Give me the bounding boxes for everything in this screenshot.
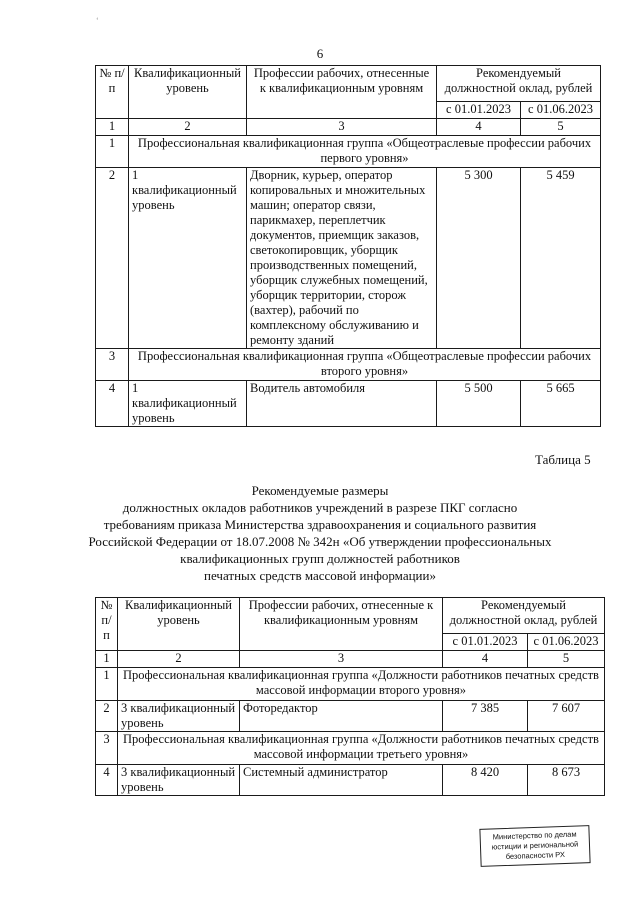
- row-salary-2: 8 673: [528, 765, 605, 796]
- caption-line: печатных средств массовой информации»: [204, 568, 436, 583]
- header-level: Квалификационный уровень: [118, 598, 240, 651]
- row-professions: Дворник, курьер, оператор копировальных и множительных машин; оператор связи, парикмахер, переплетчик документов, приемщик заказов, светокопировщик, уборщик производственных помещений, уборщик служебных помещений, уборщик территории, сторож (вахтер), рабочий по комплексному обслуживанию и ремонту зданий: [247, 168, 437, 349]
- row-salary-2: 7 607: [528, 701, 605, 732]
- caption-line: требованиям приказа Министерства здравоохранения и социального развития: [103, 517, 537, 532]
- row-salary-1: 5 500: [437, 381, 521, 427]
- salary-table-1: [95, 65, 601, 427]
- col-number: 3: [240, 651, 443, 668]
- table-caption: [60, 482, 580, 584]
- page-number: 6: [316, 46, 324, 61]
- group-title: Профессиональная квалификационная группа «Должности работников печатных средств массовой информации второго уровня»: [118, 668, 605, 701]
- group-title: Профессиональная квалификационная группа «Общеотраслевые профессии рабочих второго уровня»: [129, 349, 601, 381]
- row-salary-1: 7 385: [443, 701, 528, 732]
- row-salary-1: 8 420: [443, 765, 528, 796]
- table-row: [96, 349, 601, 381]
- row-num: 3: [96, 349, 129, 381]
- row-num: 2: [96, 701, 118, 732]
- col-number: 4: [437, 119, 521, 136]
- stamp-line: безопасности РХ: [505, 849, 566, 862]
- row-level: 3 квалификационный уровень: [118, 701, 240, 732]
- group-title: Профессиональная квалификационная группа «Общеотраслевые профессии рабочих первого уровня»: [129, 136, 601, 168]
- table-row: [96, 765, 605, 796]
- col-number: 1: [96, 651, 118, 668]
- row-professions: Фоторедактор: [240, 701, 443, 732]
- caption-line: Российской Федерации от 18.07.2008 № 342н «Об утверждении профессиональных: [88, 534, 552, 549]
- row-num: 1: [96, 668, 118, 701]
- caption-line: квалификационных групп должностей работников: [180, 551, 460, 566]
- top-mark: ‘: [96, 16, 99, 25]
- stamp-line: юстиции и региональной: [491, 839, 579, 852]
- caption-line: должностных окладов работников учреждений в разрезе ПКГ согласно: [122, 500, 518, 515]
- header-date-2: с 01.06.2023: [528, 634, 605, 651]
- stamp-line: Министерство по делам: [492, 829, 577, 842]
- col-number: 2: [129, 119, 247, 136]
- table-row: [96, 668, 605, 701]
- header-num: № п/п: [96, 598, 118, 651]
- row-professions: Системный администратор: [240, 765, 443, 796]
- group-title: Профессиональная квалификационная группа «Должности работников печатных средств массовой информации третьего уровня»: [118, 732, 605, 765]
- row-num: 4: [96, 381, 129, 427]
- ministry-stamp: [479, 825, 590, 867]
- col-number: 2: [118, 651, 240, 668]
- col-number: 5: [528, 651, 605, 668]
- row-num: 4: [96, 765, 118, 796]
- row-num: 3: [96, 732, 118, 765]
- header-level: Квалификационный уровень: [129, 66, 247, 119]
- row-level: 1 квалификационный уровень: [129, 168, 247, 349]
- header-date-1: с 01.01.2023: [443, 634, 528, 651]
- caption-line: Рекомендуемые размеры: [251, 483, 389, 498]
- salary-table-2: [95, 597, 605, 796]
- header-salary: Рекомендуемый должностной оклад, рублей: [443, 598, 605, 634]
- col-number: 5: [521, 119, 601, 136]
- table-row: [96, 168, 601, 349]
- header-professions: Профессии рабочих, отнесенные к квалификационным уровням: [240, 598, 443, 651]
- header-num: № п/п: [96, 66, 129, 119]
- header-date-1: с 01.01.2023: [437, 102, 521, 119]
- table-row: [96, 732, 605, 765]
- col-number: 4: [443, 651, 528, 668]
- row-salary-2: 5 459: [521, 168, 601, 349]
- row-num: 2: [96, 168, 129, 349]
- row-professions: Водитель автомобиля: [247, 381, 437, 427]
- col-number: 1: [96, 119, 129, 136]
- col-number: 3: [247, 119, 437, 136]
- row-num: 1: [96, 136, 129, 168]
- row-salary-2: 5 665: [521, 381, 601, 427]
- table-row: [96, 381, 601, 427]
- table-row: [96, 136, 601, 168]
- header-date-2: с 01.06.2023: [521, 102, 601, 119]
- row-level: 3 квалификационный уровень: [118, 765, 240, 796]
- header-salary: Рекомендуемый должностной оклад, рублей: [437, 66, 601, 102]
- row-level: 1 квалификационный уровень: [129, 381, 247, 427]
- table-label: Таблица 5: [535, 452, 591, 467]
- row-salary-1: 5 300: [437, 168, 521, 349]
- header-professions: Профессии рабочих, отнесенные к квалификационным уровням: [247, 66, 437, 119]
- table-row: [96, 701, 605, 732]
